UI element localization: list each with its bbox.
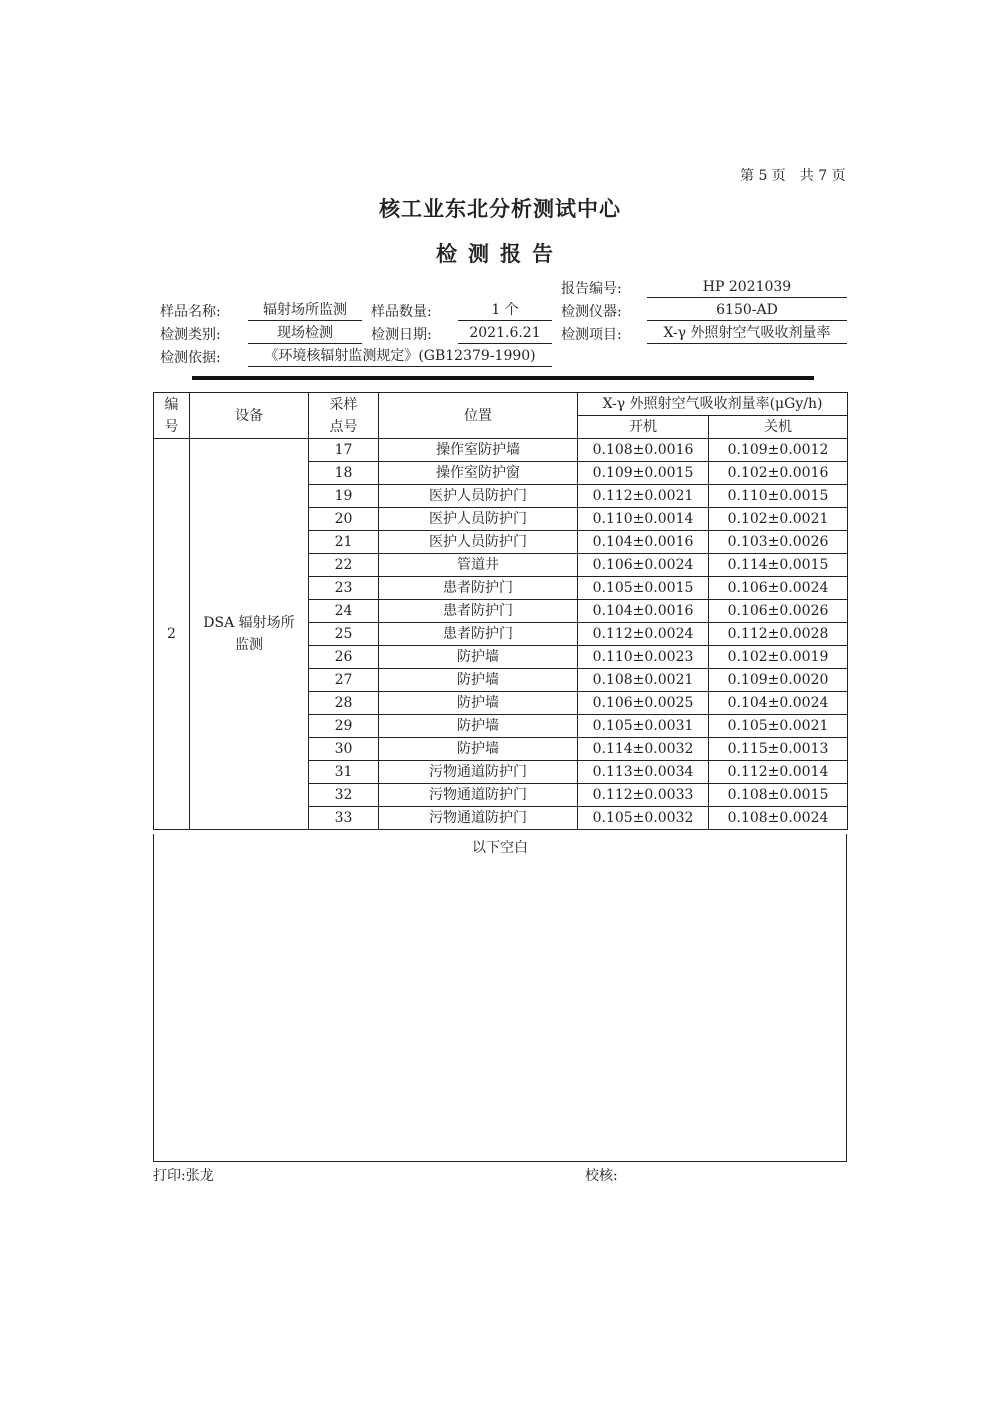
group-equipment — [190, 439, 309, 830]
sample-qty-label: 样品数量: — [371, 304, 432, 320]
test-item-value: X-γ 外照射空气吸收剂量率 — [647, 324, 847, 344]
cell-on: 0.108±0.0021 — [578, 669, 709, 692]
cell-position: 操作室防护窗 — [379, 462, 578, 485]
cell-point: 24 — [309, 600, 379, 623]
cell-point: 33 — [309, 807, 379, 830]
cell-on: 0.112±0.0024 — [578, 623, 709, 646]
cell-position: 医护人员防护门 — [379, 531, 578, 554]
cell-off: 0.112±0.0014 — [709, 761, 848, 784]
cell-point: 29 — [309, 715, 379, 738]
header-off: 关机 — [709, 416, 848, 439]
test-type-value: 现场检测 — [248, 324, 362, 344]
cell-on: 0.104±0.0016 — [578, 531, 709, 554]
cell-position: 患者防护门 — [379, 600, 578, 623]
header-rate: X-γ 外照射空气吸收剂量率(μGy/h) — [578, 393, 848, 416]
report-title: 检测报告 — [436, 242, 564, 266]
group-equipment-text: DSA 辐射场所监测 — [203, 615, 295, 653]
cell-on: 0.108±0.0016 — [578, 439, 709, 462]
cell-off: 0.109±0.0020 — [709, 669, 848, 692]
header-point-text: 采样点号 — [329, 396, 358, 435]
cell-off: 0.106±0.0026 — [709, 600, 848, 623]
cell-off: 0.102±0.0016 — [709, 462, 848, 485]
cell-off: 0.106±0.0024 — [709, 577, 848, 600]
cell-off: 0.104±0.0024 — [709, 692, 848, 715]
cell-position: 污物通道防护门 — [379, 807, 578, 830]
table-row — [154, 439, 848, 462]
cell-position: 防护墙 — [379, 715, 578, 738]
header-position: 位置 — [379, 393, 578, 439]
cell-point: 20 — [309, 508, 379, 531]
printer-label: 打印: — [153, 1168, 186, 1184]
instrument-label: 检测仪器: — [561, 304, 622, 320]
test-date-label: 检测日期: — [371, 327, 432, 343]
cell-position: 防护墙 — [379, 669, 578, 692]
cell-point: 28 — [309, 692, 379, 715]
sample-name-value: 辐射场所监测 — [248, 301, 362, 321]
header-no — [154, 393, 190, 439]
cell-position: 污物通道防护门 — [379, 784, 578, 807]
checker-label: 校核: — [585, 1168, 618, 1184]
measurement-table — [153, 392, 848, 830]
printer — [153, 1165, 214, 1185]
cell-on: 0.109±0.0015 — [578, 462, 709, 485]
cell-position: 患者防护门 — [379, 623, 578, 646]
cell-point: 27 — [309, 669, 379, 692]
cell-position: 污物通道防护门 — [379, 761, 578, 784]
cell-point: 17 — [309, 439, 379, 462]
header-point — [309, 393, 379, 439]
page-number: 第 5 页 共 7 页 — [740, 168, 846, 184]
cell-off: 0.108±0.0024 — [709, 807, 848, 830]
cell-on: 0.110±0.0023 — [578, 646, 709, 669]
cell-point: 31 — [309, 761, 379, 784]
cell-point: 25 — [309, 623, 379, 646]
cell-point: 23 — [309, 577, 379, 600]
cell-off: 0.112±0.0028 — [709, 623, 848, 646]
header-no-text: 编号 — [164, 396, 179, 435]
test-item-label: 检测项目: — [561, 327, 622, 343]
cell-on: 0.110±0.0014 — [578, 508, 709, 531]
blank-note: 以下空白 — [472, 840, 528, 856]
cell-off: 0.102±0.0021 — [709, 508, 848, 531]
cell-position: 患者防护门 — [379, 577, 578, 600]
table-header-row — [154, 393, 848, 416]
header-equipment: 设备 — [190, 393, 309, 439]
cell-position: 防护墙 — [379, 646, 578, 669]
cell-on: 0.113±0.0034 — [578, 761, 709, 784]
report-no-value: HP 2021039 — [647, 278, 847, 298]
cell-position: 防护墙 — [379, 738, 578, 761]
cell-on: 0.114±0.0032 — [578, 738, 709, 761]
group-no: 2 — [154, 439, 190, 830]
cell-point: 32 — [309, 784, 379, 807]
cell-position: 医护人员防护门 — [379, 508, 578, 531]
cell-on: 0.105±0.0031 — [578, 715, 709, 738]
cell-point: 26 — [309, 646, 379, 669]
cell-position: 医护人员防护门 — [379, 485, 578, 508]
cell-point: 30 — [309, 738, 379, 761]
cell-off: 0.114±0.0015 — [709, 554, 848, 577]
cell-point: 22 — [309, 554, 379, 577]
header-on: 开机 — [578, 416, 709, 439]
cell-position: 防护墙 — [379, 692, 578, 715]
blank-area — [153, 834, 847, 1162]
cell-point: 18 — [309, 462, 379, 485]
test-date-value: 2021.6.21 — [458, 324, 552, 344]
printer-name: 张龙 — [185, 1168, 214, 1184]
cell-on: 0.105±0.0032 — [578, 807, 709, 830]
cell-on: 0.112±0.0021 — [578, 485, 709, 508]
cell-point: 19 — [309, 485, 379, 508]
cell-off: 0.105±0.0021 — [709, 715, 848, 738]
sample-qty-value: 1 个 — [458, 301, 552, 321]
cell-on: 0.104±0.0016 — [578, 600, 709, 623]
instrument-value: 6150-AD — [647, 301, 847, 321]
cell-on: 0.105±0.0015 — [578, 577, 709, 600]
test-type-label: 检测类别: — [160, 327, 221, 343]
cell-position: 管道井 — [379, 554, 578, 577]
cell-on: 0.106±0.0025 — [578, 692, 709, 715]
header-rule — [192, 376, 814, 380]
cell-off: 0.110±0.0015 — [709, 485, 848, 508]
basis-label: 检测依据: — [160, 350, 221, 366]
cell-on: 0.112±0.0033 — [578, 784, 709, 807]
cell-off: 0.109±0.0012 — [709, 439, 848, 462]
cell-off: 0.108±0.0015 — [709, 784, 848, 807]
basis-value: 《环境核辐射监测规定》(GB12379-1990) — [248, 347, 552, 367]
sample-name-label: 样品名称: — [160, 304, 221, 320]
cell-on: 0.106±0.0024 — [578, 554, 709, 577]
report-no-label: 报告编号: — [561, 281, 622, 297]
organization-name: 核工业东北分析测试中心 — [379, 197, 621, 221]
cell-point: 21 — [309, 531, 379, 554]
cell-off: 0.103±0.0026 — [709, 531, 848, 554]
cell-off: 0.102±0.0019 — [709, 646, 848, 669]
cell-position: 操作室防护墙 — [379, 439, 578, 462]
cell-off: 0.115±0.0013 — [709, 738, 848, 761]
